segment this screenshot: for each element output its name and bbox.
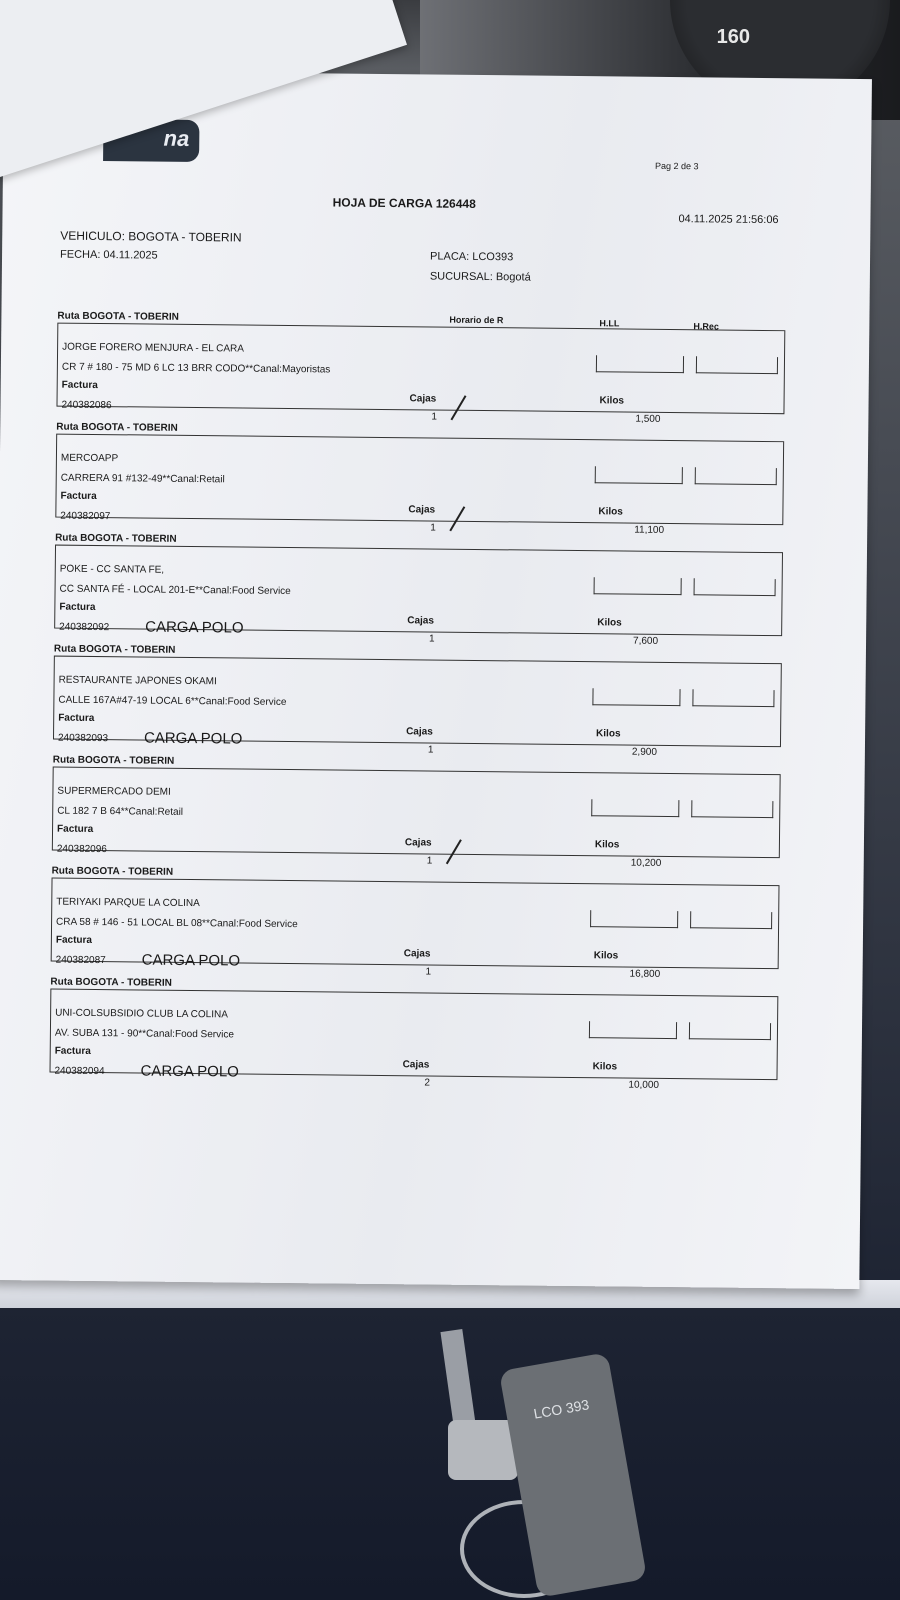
boxes-count: 1 [429,633,435,645]
kilos-label: Kilos [598,506,623,518]
weight-value: 10,000 [628,1079,660,1091]
cajas-label: Cajas [409,393,437,405]
column-hrec: H.Rec [693,321,719,332]
branch: SUCURSAL: Bogotá [429,270,531,284]
handwritten-note: CARGA POLO [141,951,241,970]
kilos-label: Kilos [594,839,620,851]
column-hll: H.LL [599,318,620,329]
record-box [50,989,779,1091]
weight-value: 1,500 [635,413,661,425]
factura-label: Factura [56,823,94,835]
kilos-label: Kilos [599,395,625,407]
invoice-number: 240382087 [55,954,106,967]
customer-name: JORGE FORERO MENJURA - EL CARA [62,341,245,355]
page-number: Pag 2 de 3 [654,160,699,172]
customer-name: SUPERMERCADO DEMI [57,785,171,798]
kilos-label: Kilos [596,728,621,740]
hrec-box [691,800,773,818]
cajas-label: Cajas [406,726,433,738]
invoice-number: 240382094 [54,1065,105,1078]
hrec-box [695,467,777,485]
customer-name: TERIYAKI PARQUE LA COLINA [56,896,200,910]
hrec-box [694,578,776,596]
print-datetime: 04.11.2025 21:56:06 [678,213,779,227]
cajas-label: Cajas [407,615,434,627]
delivery-record [54,533,785,651]
route-label: Ruta BOGOTA - TOBERIN [53,643,176,656]
boxes-count: 1 [430,522,436,534]
customer-address: CARRERA 91 #132-49**Canal:Retail [60,472,225,486]
hrec-box [692,689,774,707]
factura-label: Factura [54,1045,91,1057]
handwritten-note: CARGA POLO [145,618,244,637]
hll-box [596,355,684,373]
customer-address: CL 182 7 B 64**Canal:Retail [57,805,184,818]
hrec-box [689,1022,771,1040]
document-title: HOJA DE CARGA 126448 [332,195,476,211]
boxes-count: 1 [426,855,433,867]
speedometer-label: 160 [716,26,750,48]
weight-value: 10,200 [630,857,662,869]
boxes-count: 1 [425,966,432,978]
customer-name: POKE - CC SANTA FE, [59,563,165,576]
key-head [448,1420,518,1480]
check-mark [446,839,462,864]
customer-address: CRA 58 # 146 - 51 LOCAL BL 08**Canal:Food Service [56,916,298,931]
customer-name: MERCOAPP [60,452,119,465]
cajas-label: Cajas [403,948,431,960]
factura-label: Factura [58,712,95,724]
customer-address: CR 7 # 180 - 75 MD 6 LC 13 BRR CODO**Canal:Mayoristas [61,361,331,376]
hrec-box [696,356,778,374]
customer-address: CALLE 167A#47-19 LOCAL 6**Canal:Food Service [58,694,287,708]
route-label: Ruta BOGOTA - TOBERIN [50,976,172,989]
delivery-record [53,644,784,762]
handwritten-note: CARGA POLO [140,1062,239,1081]
vehicle: VEHICULO: BOGOTA - TOBERIN [60,228,242,245]
hrec-box [690,911,772,929]
boxes-count: 1 [431,411,438,423]
customer-name: RESTAURANTE JAPONES OKAMI [58,674,217,688]
boxes-count: 2 [424,1077,431,1089]
kilos-label: Kilos [593,950,619,962]
record-box [51,878,780,980]
customer-address: CC SANTA FÉ - LOCAL 201-E**Canal:Food Service [59,583,291,598]
kilos-label: Kilos [597,617,622,629]
cajas-label: Cajas [404,837,432,849]
route-label: Ruta BOGOTA - TOBERIN [55,532,177,545]
load-sheet [0,70,872,1289]
weight-value: 11,100 [634,524,665,536]
customer-name: UNI-COLSUBSIDIO CLUB LA COLINA [55,1007,229,1021]
hll-box [592,688,680,706]
factura-label: Factura [59,601,96,613]
invoice-number: 240382093 [57,732,109,745]
hll-box [589,1021,677,1039]
route-label: Ruta BOGOTA - TOBERIN [57,310,179,323]
hll-box [594,577,682,595]
plate: PLACA: LCO393 [430,250,514,264]
weight-value: 7,600 [632,635,659,647]
car-keys [440,1330,640,1600]
record-box [53,656,782,758]
weight-value: 16,800 [629,968,661,980]
delivery-record [51,866,782,984]
route-label: Ruta BOGOTA - TOBERIN [51,865,174,878]
cajas-label: Cajas [402,1059,430,1071]
kilos-label: Kilos [592,1061,618,1073]
company-logo: na [103,119,199,162]
handwritten-note: CARGA POLO [143,729,243,748]
record-box [55,434,784,536]
factura-label: Factura [60,490,97,502]
route-label: Ruta BOGOTA - TOBERIN [56,421,178,434]
hll-box [595,466,683,484]
key-fob: LCO 393 [499,1352,647,1598]
record-box [54,545,783,647]
delivery-record [49,977,780,1095]
check-mark [449,506,465,531]
record-box [52,767,781,869]
delivery-record [56,311,787,429]
invoice-number: 240382096 [56,843,107,856]
hll-box [590,910,678,928]
hll-box [591,799,679,817]
invoice-number: 240382086 [61,399,112,412]
invoice-number: 240382097 [60,510,111,523]
weight-value: 2,900 [631,746,657,758]
cajas-label: Cajas [408,504,436,516]
route-label: Ruta BOGOTA - TOBERIN [52,754,175,767]
factura-label: Factura [61,379,98,391]
invoice-number: 240382092 [59,621,110,634]
check-mark [451,395,467,420]
boxes-count: 1 [427,744,434,756]
factura-label: Factura [55,934,93,946]
record-box [56,323,785,425]
date: FECHA: 04.11.2025 [60,248,158,262]
delivery-record [52,755,783,873]
delivery-record [55,422,786,540]
customer-address: AV. SUBA 131 - 90**Canal:Food Service [54,1027,234,1041]
column-horario: Horario de R [449,314,504,326]
